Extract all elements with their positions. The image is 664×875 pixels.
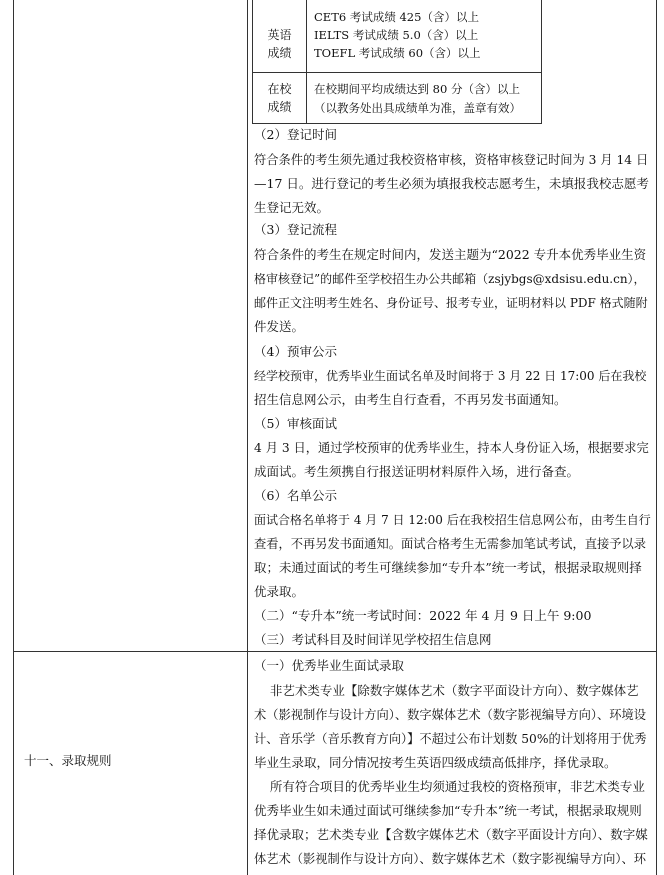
text-line: 体艺术（影视制作与设计方向）、数字媒体艺术（数字影视编导方向）、环	[254, 852, 646, 866]
text-line: 成面试。考生须携自行报送证明材料原件入场，进行备查。	[254, 464, 580, 479]
text-line: 优录取。	[254, 584, 305, 599]
table-right-border	[656, 0, 657, 875]
text-line: （三）考试科目及时间详见学校招生信息网	[254, 632, 492, 647]
text-line: 所有符合项目的优秀毕业生均须通过我校的资格预审，非艺术类专业	[254, 779, 645, 794]
text-line: 毕业生录取，同分情况按考生英语四级成绩高低排序，择优录取。	[254, 755, 617, 770]
text-line: 经学校预审，优秀毕业生面试名单及时间将于 3 月 22 日 17:00 后在我校	[254, 369, 647, 383]
text-line: 查看，不再另发书面通知。面试合格考生无需参加笔试考试，直接予以录	[254, 537, 646, 551]
table-left-border	[13, 0, 14, 875]
english-score-line: CET6 考试成绩 425（含）以上	[314, 10, 479, 24]
text-line: 符合条件的考生在规定时间内，发送主题为“2022 专升本优秀毕业生资	[254, 247, 647, 262]
text-line: —17 日。进行登记的考生必须为填报我校志愿考生，未填报我校志愿考	[254, 176, 649, 191]
text-line: 取；未通过面试的考生可继续参加“专升本”统一考试，根据录取规则择	[254, 560, 642, 575]
english-score-label: 英语 成绩	[267, 28, 292, 60]
column-divider	[247, 0, 248, 875]
text-line: 符合条件的考生须先通过我校资格审核，资格审核登记时间为 3 月 14 日	[254, 153, 649, 167]
text-line: （二）“专升本”统一考试时间：2022 年 4 月 9 日上午 9:00	[254, 608, 592, 623]
text-line: （2）登记时间	[254, 127, 337, 142]
text-line: （一）优秀毕业生面试录取	[254, 658, 405, 673]
text-line: 面试合格名单将于 4 月 7 日 12:00 后在我校招生信息网公布，由考生自行	[254, 513, 651, 527]
english-score-line: TOEFL 考试成绩 60（含）以上	[314, 46, 481, 60]
text-line: （4）预审公示	[254, 344, 337, 359]
school-score-line: 在校期间平均成绩达到 80 分（含）以上	[314, 82, 520, 96]
text-line: 邮件正文注明考生姓名、身份证号、报考专业，证明材料以 PDF 格式随附	[254, 296, 648, 310]
english-score-line: IELTS 考试成绩 5.0（含）以上	[314, 28, 479, 42]
text-line: （3）登记流程	[254, 222, 337, 237]
score-table-row-divider	[252, 72, 542, 73]
text-line: 格审核登记”的邮件至学校招生办公共邮箱（zsjybgs@xdsisu.edu.cn），	[254, 272, 646, 286]
text-line: 择优录取；艺术类专业【含数字媒体艺术（数字平面设计方向）、数字媒	[254, 827, 648, 842]
text-line: 术（影视制作与设计方向）、数字媒体艺术（数字影视编导方向）、环境设	[254, 708, 646, 722]
text-line: 4 月 3 日，通过学校预审的优秀毕业生，持本人身份证入场，根据要求完	[254, 441, 649, 455]
text-line: 招生信息网公示，由考生自行查看，不再另发书面通知。	[254, 392, 567, 407]
text-line: 计、音乐学（音乐教育方向）】不超过公布计划数 50%的计划将用于优秀	[254, 732, 647, 746]
school-score-line: （以教务处出具成绩单为准，盖章有效）	[314, 101, 521, 115]
text-line: （6）名单公示	[254, 488, 337, 503]
text-line: 件发送。	[254, 319, 305, 334]
text-line: （5）审核面试	[254, 416, 337, 431]
text-line: 生登记无效。	[254, 200, 330, 215]
text-line: 非艺术类专业【除数字媒体艺术（数字平面设计方向）、数字媒体艺	[254, 683, 639, 698]
score-table-mid	[306, 0, 307, 124]
text-line: 优秀毕业生如未通过面试可继续参加“专升本”统一考试，根据录取规则	[254, 803, 642, 818]
section-divider	[13, 651, 657, 652]
score-table-right	[541, 0, 542, 124]
section-title-admission-rules: 十一、录取规则	[24, 753, 112, 768]
school-score-label: 在校 成绩	[267, 82, 292, 114]
